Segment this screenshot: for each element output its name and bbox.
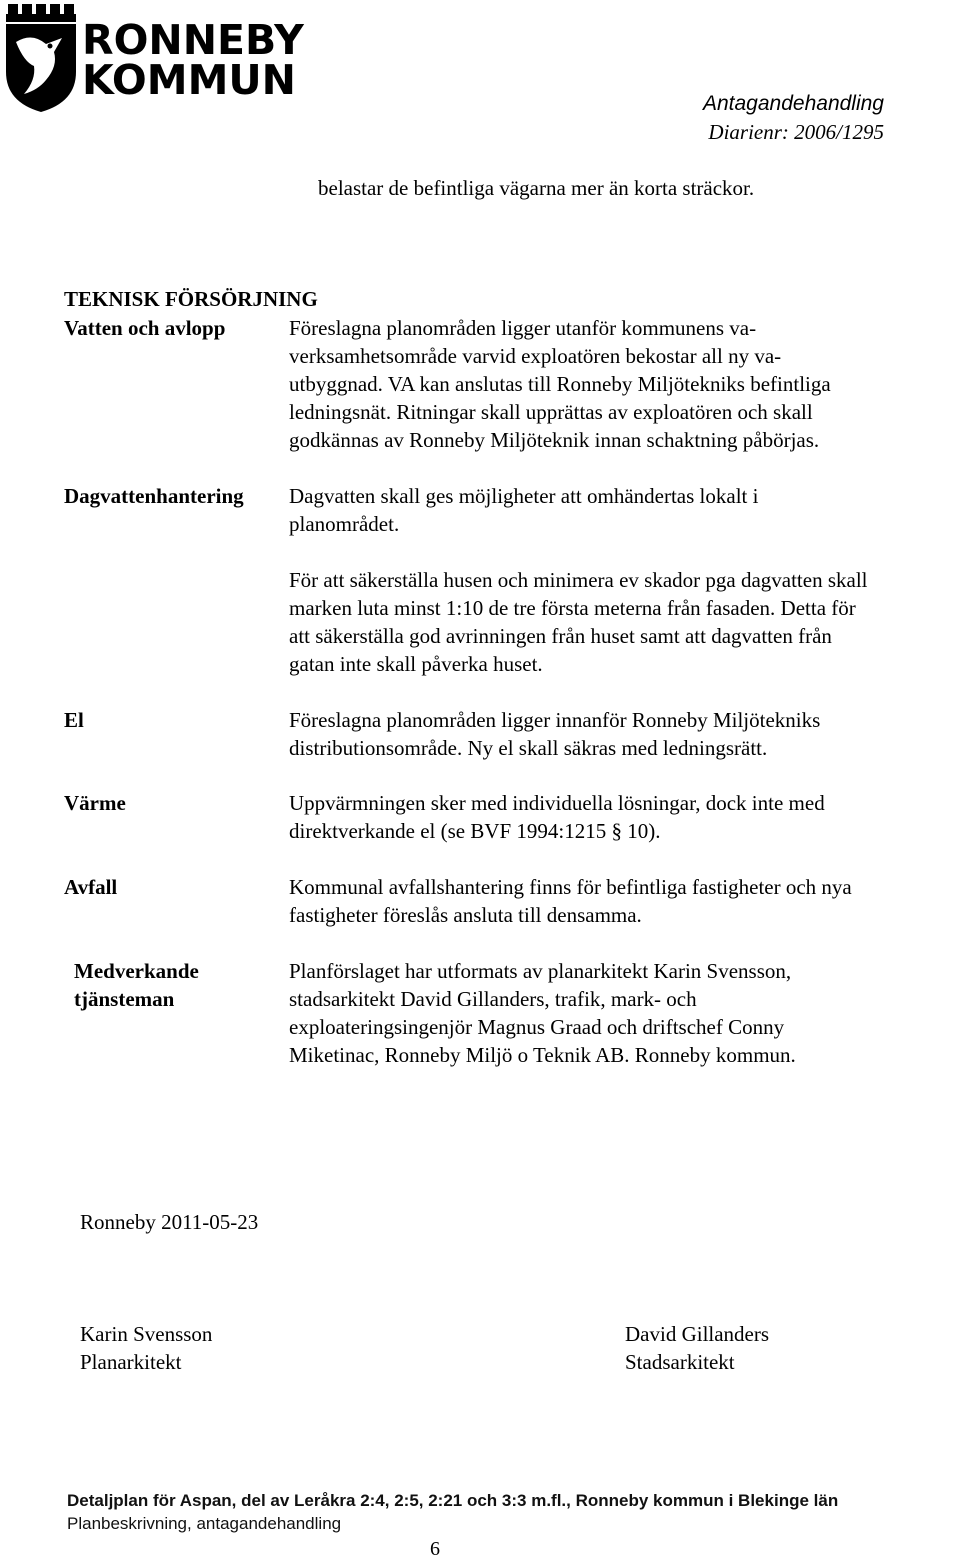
text-line: Miketinac, Ronneby Miljö o Teknik AB. Ronneby kommun. [289,1043,796,1067]
label-el: El [64,708,84,732]
text-line: utbyggnad. VA kan anslutas till Ronneby Miljötekniks befintliga [289,372,831,396]
document-type: Antagandehandling [702,92,884,115]
logo-wordmark [82,16,304,104]
text-avfall [289,873,959,929]
signature-name: David Gillanders [625,1322,770,1346]
signature-david-gillanders [625,1320,769,1376]
text-line: distributionsområde. Ny el skall säkras med ledningsrätt. [289,736,768,760]
text-line: gatan inte skall påverka huset. [289,652,543,676]
text-line: Planförslaget har utformats av planarkitekt Karin Svensson, [289,959,792,983]
text-line: marken luta minst 1:10 de tre första meterna från fasaden. Detta för [289,596,856,620]
intro-line: belastar de befintliga vägarna mer än korta sträckor. [318,176,755,200]
text-vatten-och-avlopp [289,314,959,454]
text-line: Dagvatten skall ges möjligheter att omhändertas lokalt i [289,484,759,508]
text-line: godkännas av Ronneby Miljöteknik innan schaktning påbörjas. [289,428,820,452]
label-avfall: Avfall [64,875,118,899]
municipality-logo [2,2,304,112]
signature-name: Karin Svensson [80,1322,213,1346]
section-title: TEKNISK FÖRSÖRJNING [64,287,318,311]
label-medverkande-tjansteman [74,957,199,1013]
text-line: stadsarkitekt David Gillanders, trafik, mark- och [289,987,697,1011]
text-dagvattenhantering-paragraph-2 [289,566,959,678]
logo-line-2: KOMMUN [82,56,296,104]
text-line: Föreslagna planområden ligger innanför Ronneby Miljötekniks [289,708,821,732]
footer-document-name: Planbeskrivning, antagandehandling [67,1514,342,1533]
label-line: tjänsteman [74,987,175,1011]
label-line: Medverkande [74,959,199,983]
text-line: fastigheter föreslås ansluta till densamma. [289,903,642,927]
coat-of-arms-icon [2,2,77,114]
diarienummer: Diarienr: 2006/1295 [708,120,884,144]
signature-title: Planarkitekt [80,1350,182,1374]
text-dagvattenhantering [289,482,959,538]
text-line: Uppvärmningen sker med individuella lösningar, dock inte med [289,791,825,815]
signature-karin-svensson [80,1320,212,1376]
place-date: Ronneby 2011-05-23 [80,1210,259,1234]
signature-title: Stadsarkitekt [625,1350,735,1374]
label-vatten-och-avlopp: Vatten och avlopp [64,316,226,340]
text-line: exploateringsingenjör Magnus Graad och driftschef Conny [289,1015,785,1039]
text-line: verksamhetsområde varvid exploatören bekostar all ny va- [289,344,782,368]
label-varme: Värme [64,791,126,815]
text-varme [289,789,959,845]
text-line: planområdet. [289,512,400,536]
text-line: Kommunal avfallshantering finns för befintliga fastigheter och nya [289,875,852,899]
text-line: direktverkande el (se BVF 1994:1215 § 10). [289,819,661,843]
text-el [289,706,959,762]
text-line: att säkerställa god avrinningen från huset samt att dagvatten från [289,624,832,648]
logo-line-1: RONNEBY [82,16,304,64]
text-line: Föreslagna planområden ligger utanför kommunens va- [289,316,757,340]
text-line: För att säkerställa husen och minimera ev skador pga dagvatten skall [289,568,868,592]
text-medverkande [289,957,959,1069]
page-number: 6 [430,1538,440,1560]
label-dagvattenhantering: Dagvattenhantering [64,484,244,508]
text-line: ledningsnät. Ritningar skall upprättas av exploatören och skall [289,400,813,424]
footer-plan-title: Detaljplan för Aspan, del av Leråkra 2:4, 2:5, 2:21 och 3:3 m.fl., Ronneby kommun i Blekinge län [67,1491,839,1510]
